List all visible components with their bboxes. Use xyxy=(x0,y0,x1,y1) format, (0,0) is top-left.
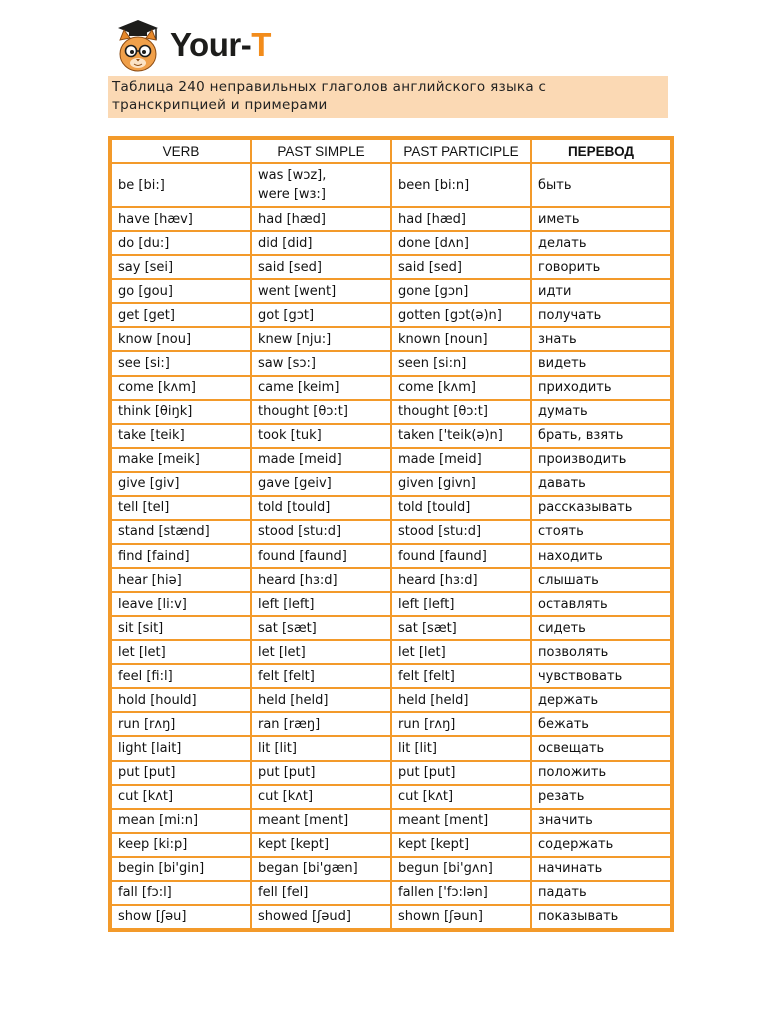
cell-past-simple: felt [felt] xyxy=(251,664,391,688)
cell-verb: be [bi:] xyxy=(111,163,251,207)
cell-verb: give [giv] xyxy=(111,472,251,496)
logo-text xyxy=(170,26,271,64)
cell-translation: слышать xyxy=(531,568,671,592)
cell-past-simple: put [put] xyxy=(251,761,391,785)
table-row xyxy=(111,857,671,881)
cell-verb: begin [bi'gin] xyxy=(111,857,251,881)
cell-translation: позволять xyxy=(531,640,671,664)
cell-past-participle: gone [gɔn] xyxy=(391,279,531,303)
table-row xyxy=(111,905,671,929)
cell-past-simple: began [bi'gæn] xyxy=(251,857,391,881)
table-row xyxy=(111,761,671,785)
cell-verb: let [let] xyxy=(111,640,251,664)
cell-translation: чувствовать xyxy=(531,664,671,688)
cell-translation: показывать xyxy=(531,905,671,929)
cell-verb: mean [mi:n] xyxy=(111,809,251,833)
cell-translation: положить xyxy=(531,761,671,785)
cell-past-simple: fell [fel] xyxy=(251,881,391,905)
table-row xyxy=(111,207,671,231)
cell-past-simple: showed [ʃəud] xyxy=(251,905,391,929)
cell-past-participle: cut [kʌt] xyxy=(391,785,531,809)
cell-past-participle: heard [hɜ:d] xyxy=(391,568,531,592)
cell-verb: leave [li:v] xyxy=(111,592,251,616)
cell-verb: get [get] xyxy=(111,303,251,327)
cell-past-participle: had [hæd] xyxy=(391,207,531,231)
cell-translation: производить xyxy=(531,448,671,472)
table-row xyxy=(111,327,671,351)
cell-past-simple: left [left] xyxy=(251,592,391,616)
cell-translation: получать xyxy=(531,303,671,327)
cell-past-participle: known [noun] xyxy=(391,327,531,351)
cell-past-participle: lit [lit] xyxy=(391,736,531,760)
table-row xyxy=(111,809,671,833)
cell-past-simple: thought [θɔ:t] xyxy=(251,400,391,424)
cell-verb: do [du:] xyxy=(111,231,251,255)
table-row xyxy=(111,568,671,592)
cell-past-simple: came [keim] xyxy=(251,376,391,400)
cell-verb: cut [kʌt] xyxy=(111,785,251,809)
logo xyxy=(112,18,332,76)
cell-past-participle: said [sed] xyxy=(391,255,531,279)
cell-past-participle: put [put] xyxy=(391,761,531,785)
page-title: Таблица 240 неправильных глаголов английского языка с транскрипцией и примерами xyxy=(108,76,668,118)
cell-verb: make [meik] xyxy=(111,448,251,472)
cell-verb: keep [ki:p] xyxy=(111,833,251,857)
cell-past-simple: had [hæd] xyxy=(251,207,391,231)
cell-past-simple: took [tuk] xyxy=(251,424,391,448)
header-verb: VERB xyxy=(111,139,251,163)
cell-past-participle: meant [ment] xyxy=(391,809,531,833)
cell-translation: быть xyxy=(531,163,671,207)
table-row xyxy=(111,664,671,688)
cell-past-simple: cut [kʌt] xyxy=(251,785,391,809)
cell-past-participle: kept [kept] xyxy=(391,833,531,857)
cell-past-participle: let [let] xyxy=(391,640,531,664)
cell-translation: оставлять xyxy=(531,592,671,616)
cell-past-simple: said [sed] xyxy=(251,255,391,279)
cell-past-participle: begun [bi'gʌn] xyxy=(391,857,531,881)
table-header-row xyxy=(111,139,671,163)
header-past-simple: PAST SIMPLE xyxy=(251,139,391,163)
cell-verb: hear [hiə] xyxy=(111,568,251,592)
table-row xyxy=(111,472,671,496)
cell-translation: брать, взять xyxy=(531,424,671,448)
cell-translation: значить xyxy=(531,809,671,833)
logo-text-dark: Your- xyxy=(170,26,252,63)
cell-past-participle: been [bi:n] xyxy=(391,163,531,207)
cell-past-simple: got [gɔt] xyxy=(251,303,391,327)
cell-past-simple: held [held] xyxy=(251,688,391,712)
cell-past-participle: fallen ['fɔ:lən] xyxy=(391,881,531,905)
header-past-participle: PAST PARTICIPLE xyxy=(391,139,531,163)
cell-verb: run [rʌŋ] xyxy=(111,712,251,736)
table-row xyxy=(111,785,671,809)
cell-past-participle: gotten [gɔt(ə)n] xyxy=(391,303,531,327)
logo-text-orange: T xyxy=(251,26,271,63)
cell-verb: light [lait] xyxy=(111,736,251,760)
cell-past-participle: shown [ʃəun] xyxy=(391,905,531,929)
table-row xyxy=(111,833,671,857)
cell-translation: думать xyxy=(531,400,671,424)
cell-translation: знать xyxy=(531,327,671,351)
cell-past-simple: sat [sæt] xyxy=(251,616,391,640)
cell-past-simple: was [wɔz], were [wɜ:] xyxy=(251,163,391,207)
cell-translation: держать xyxy=(531,688,671,712)
cell-verb: think [θiŋk] xyxy=(111,400,251,424)
cell-past-participle: stood [stu:d] xyxy=(391,520,531,544)
cell-verb: tell [tel] xyxy=(111,496,251,520)
cell-translation: идти xyxy=(531,279,671,303)
cell-past-simple: stood [stu:d] xyxy=(251,520,391,544)
cell-translation: бежать xyxy=(531,712,671,736)
cell-translation: иметь xyxy=(531,207,671,231)
cell-translation: находить xyxy=(531,544,671,568)
table-body xyxy=(111,163,671,929)
cell-past-participle: told [tould] xyxy=(391,496,531,520)
table-row xyxy=(111,544,671,568)
cat-graduate-mascot-icon xyxy=(112,18,164,76)
cell-translation: падать xyxy=(531,881,671,905)
cell-past-simple: found [faund] xyxy=(251,544,391,568)
cell-verb: hold [hould] xyxy=(111,688,251,712)
cell-past-simple: knew [nju:] xyxy=(251,327,391,351)
cell-past-participle: left [left] xyxy=(391,592,531,616)
cell-past-participle: taken ['teik(ə)n] xyxy=(391,424,531,448)
table-row xyxy=(111,351,671,375)
cell-translation: сидеть xyxy=(531,616,671,640)
cell-translation: говорить xyxy=(531,255,671,279)
table-row xyxy=(111,400,671,424)
table-row xyxy=(111,424,671,448)
cell-past-participle: made [meid] xyxy=(391,448,531,472)
cell-past-simple: gave [geiv] xyxy=(251,472,391,496)
table-row xyxy=(111,231,671,255)
cell-verb: put [put] xyxy=(111,761,251,785)
table-row xyxy=(111,448,671,472)
table-row xyxy=(111,279,671,303)
cell-past-participle: sat [sæt] xyxy=(391,616,531,640)
cell-past-simple: let [let] xyxy=(251,640,391,664)
table-row xyxy=(111,688,671,712)
cell-verb: feel [fi:l] xyxy=(111,664,251,688)
cell-verb: say [sei] xyxy=(111,255,251,279)
cell-verb: take [teik] xyxy=(111,424,251,448)
table-row xyxy=(111,736,671,760)
cell-past-participle: seen [si:n] xyxy=(391,351,531,375)
cell-verb: go [gou] xyxy=(111,279,251,303)
cell-translation: видеть xyxy=(531,351,671,375)
cell-translation: давать xyxy=(531,472,671,496)
cell-past-simple: saw [sɔ:] xyxy=(251,351,391,375)
cell-translation: освещать xyxy=(531,736,671,760)
cell-past-participle: held [held] xyxy=(391,688,531,712)
cell-verb: show [ʃəu] xyxy=(111,905,251,929)
cell-translation: резать xyxy=(531,785,671,809)
verb-table-wrapper xyxy=(108,136,674,932)
cell-past-simple: made [meid] xyxy=(251,448,391,472)
cell-past-participle: done [dʌn] xyxy=(391,231,531,255)
table-row xyxy=(111,616,671,640)
header-translation: ПЕРЕВОД xyxy=(531,139,671,163)
table-row xyxy=(111,712,671,736)
cell-translation: содержать xyxy=(531,833,671,857)
cell-verb: have [hæv] xyxy=(111,207,251,231)
table-row xyxy=(111,496,671,520)
table-row xyxy=(111,163,671,207)
cell-verb: come [kʌm] xyxy=(111,376,251,400)
cell-translation: стоять xyxy=(531,520,671,544)
cell-translation: начинать xyxy=(531,857,671,881)
cell-verb: stand [stænd] xyxy=(111,520,251,544)
cell-past-simple: kept [kept] xyxy=(251,833,391,857)
cell-past-simple: heard [hɜ:d] xyxy=(251,568,391,592)
cell-past-participle: found [faund] xyxy=(391,544,531,568)
cell-past-simple: lit [lit] xyxy=(251,736,391,760)
table-row xyxy=(111,255,671,279)
cell-past-participle: given [givn] xyxy=(391,472,531,496)
cell-verb: find [faind] xyxy=(111,544,251,568)
cell-past-simple: did [did] xyxy=(251,231,391,255)
irregular-verbs-table xyxy=(108,136,674,932)
cell-verb: fall [fɔ:l] xyxy=(111,881,251,905)
table-row xyxy=(111,640,671,664)
cell-past-simple: ran [ræŋ] xyxy=(251,712,391,736)
table-row xyxy=(111,881,671,905)
cell-verb: sit [sit] xyxy=(111,616,251,640)
cell-past-simple: went [went] xyxy=(251,279,391,303)
table-row xyxy=(111,520,671,544)
cell-past-participle: come [kʌm] xyxy=(391,376,531,400)
cell-past-participle: run [rʌŋ] xyxy=(391,712,531,736)
table-row xyxy=(111,376,671,400)
cell-past-participle: felt [felt] xyxy=(391,664,531,688)
cell-past-simple: told [tould] xyxy=(251,496,391,520)
table-row xyxy=(111,303,671,327)
cell-translation: рассказывать xyxy=(531,496,671,520)
cell-verb: know [nou] xyxy=(111,327,251,351)
cell-past-simple: meant [ment] xyxy=(251,809,391,833)
cell-translation: делать xyxy=(531,231,671,255)
table-row xyxy=(111,592,671,616)
cell-past-participle: thought [θɔ:t] xyxy=(391,400,531,424)
cell-verb: see [si:] xyxy=(111,351,251,375)
cell-translation: приходить xyxy=(531,376,671,400)
